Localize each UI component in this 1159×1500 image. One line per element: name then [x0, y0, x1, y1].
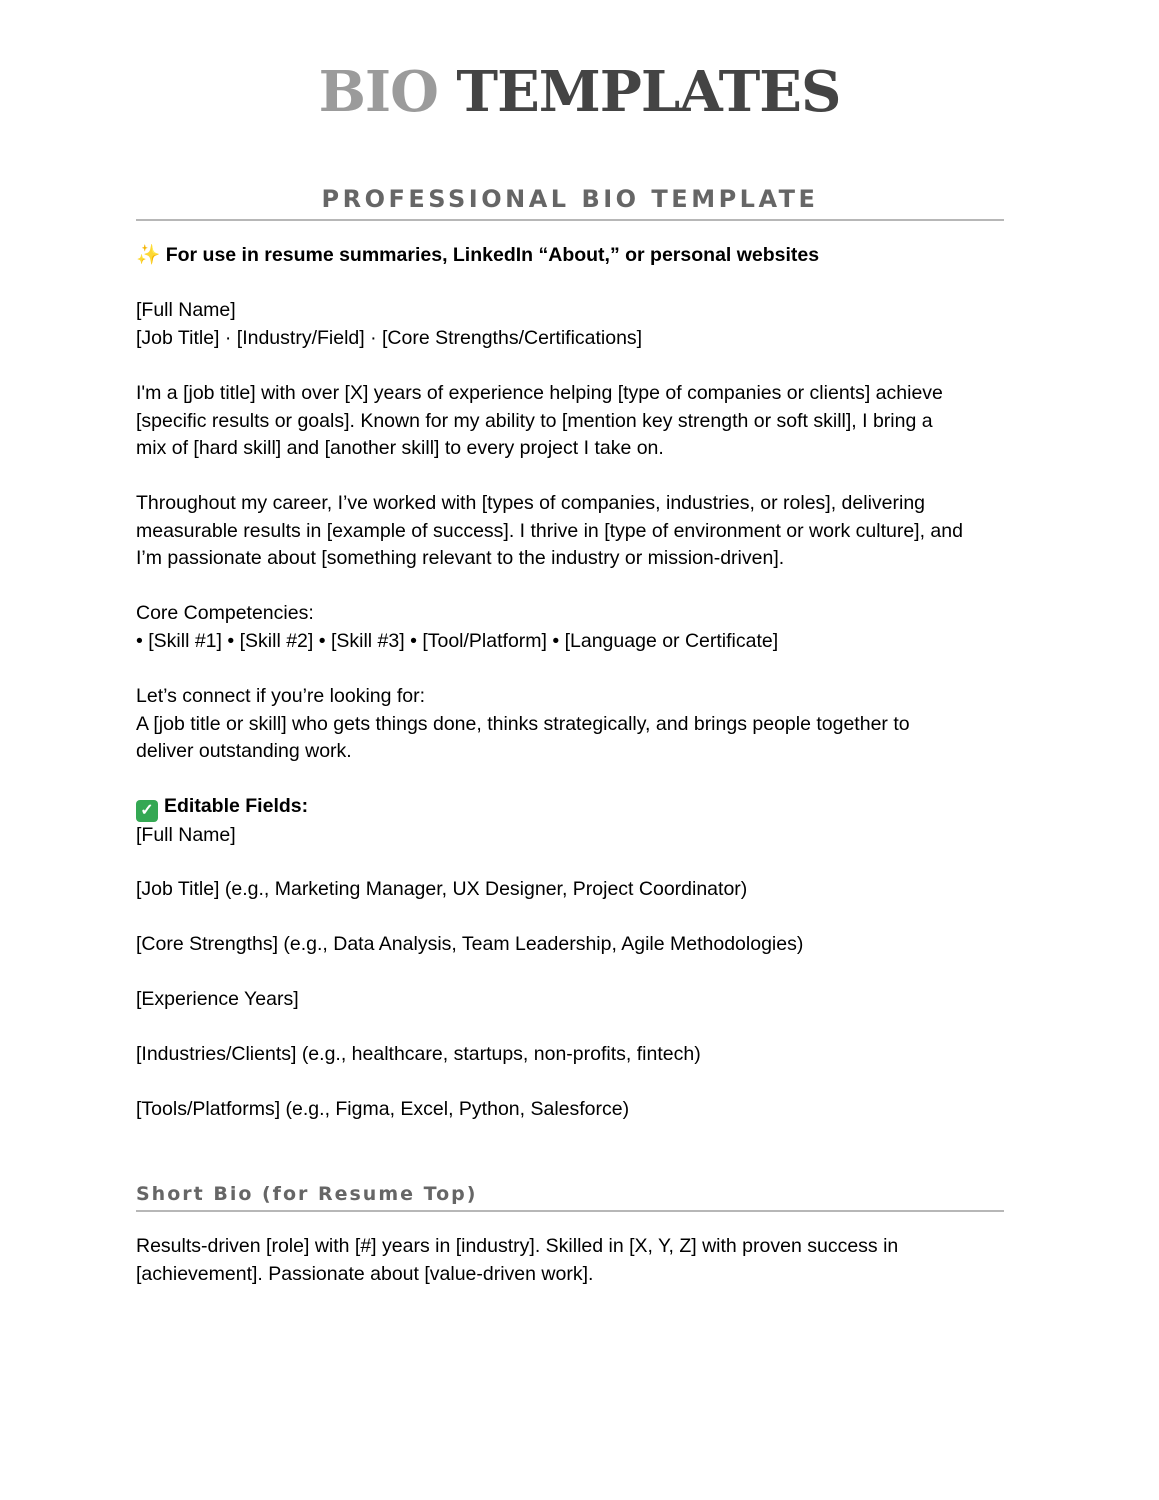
editable-field-block	[136, 876, 1036, 904]
connect-line: A [job title or skill] who gets things done, thinks strategically, and brings people together to	[136, 712, 910, 735]
paragraph-line: measurable results in [example of success]. I thrive in [type of environment or work culture], and	[136, 519, 963, 542]
editable-field: [Job Title] (e.g., Marketing Manager, UX Designer, Project Coordinator)	[136, 878, 748, 900]
paragraph-line: I'm a [job title] with over [X] years of experience helping [type of companies or clients] achieve	[136, 382, 943, 404]
editable-field-block	[136, 931, 1036, 959]
paragraph-line: [specific results or goals]. Known for my ability to [mention key strength or soft skill], I bring a	[136, 409, 933, 432]
editable-field-block	[136, 1041, 1036, 1069]
short-bio-text	[136, 1233, 1036, 1288]
editable-field: [Experience Years]	[136, 988, 299, 1010]
connect-line: deliver outstanding work.	[136, 740, 352, 762]
short-bio-line: Results-driven [role] with [#] years in [industry]. Skilled in [X, Y, Z] with proven success in	[136, 1235, 899, 1257]
connect-label: Let’s connect if you’re looking for:	[136, 685, 426, 707]
editable-field: [Core Strengths] (e.g., Data Analysis, Team Leadership, Agile Methodologies)	[136, 933, 804, 955]
editable-field-block	[136, 986, 1036, 1014]
header-lines	[136, 297, 1036, 352]
short-bio-heading: Short Bio (for Resume Top)	[136, 1180, 1004, 1212]
editable-field: [Industries/Clients] (e.g., healthcare, startups, non-profits, fintech)	[136, 1043, 701, 1065]
short-bio-line: [achievement]. Passionate about [value-driven work].	[136, 1262, 594, 1285]
job-title-line: [Job Title] · [Industry/Field] · [Core Strengths/Certifications]	[136, 326, 643, 349]
full-name-line: [Full Name]	[136, 299, 236, 321]
paragraph-line: Throughout my career, I’ve worked with [types of companies, industries, or roles], delivering	[136, 492, 926, 514]
editable-field-block	[136, 1096, 1036, 1124]
competencies-list: • [Skill #1] • [Skill #2] • [Skill #3] • [Tool/Platform] • [Language or Certificate]	[136, 629, 779, 652]
editable-fields-label: Editable Fields:	[164, 795, 309, 817]
core-competencies	[136, 600, 1036, 655]
editable-fields-section	[136, 793, 1036, 850]
document-title	[0, 56, 1159, 128]
title-part-bio: BIO	[318, 59, 438, 125]
sparkles-icon: ✨	[136, 244, 161, 266]
title-part-templates: TEMPLATES	[456, 59, 841, 125]
use-note-text: For use in resume summaries, LinkedIn “About,” or personal websites	[165, 244, 820, 266]
connect-section	[136, 683, 1036, 766]
check-mark-icon: ✓	[136, 800, 158, 822]
career-paragraph	[136, 490, 1036, 573]
editable-field: [Tools/Platforms] (e.g., Figma, Excel, Python, Salesforce)	[136, 1098, 630, 1120]
paragraph-line: mix of [hard skill] and [another skill] to every project I take on.	[136, 437, 664, 459]
use-note	[136, 242, 1036, 270]
paragraph-line: I’m passionate about [something relevant to the industry or mission-driven].	[136, 547, 785, 569]
competencies-label: Core Competencies:	[136, 602, 314, 624]
professional-bio-heading: PROFESSIONAL BIO TEMPLATE	[136, 183, 1004, 221]
intro-paragraph	[136, 380, 1036, 463]
editable-field: [Full Name]	[136, 824, 236, 846]
